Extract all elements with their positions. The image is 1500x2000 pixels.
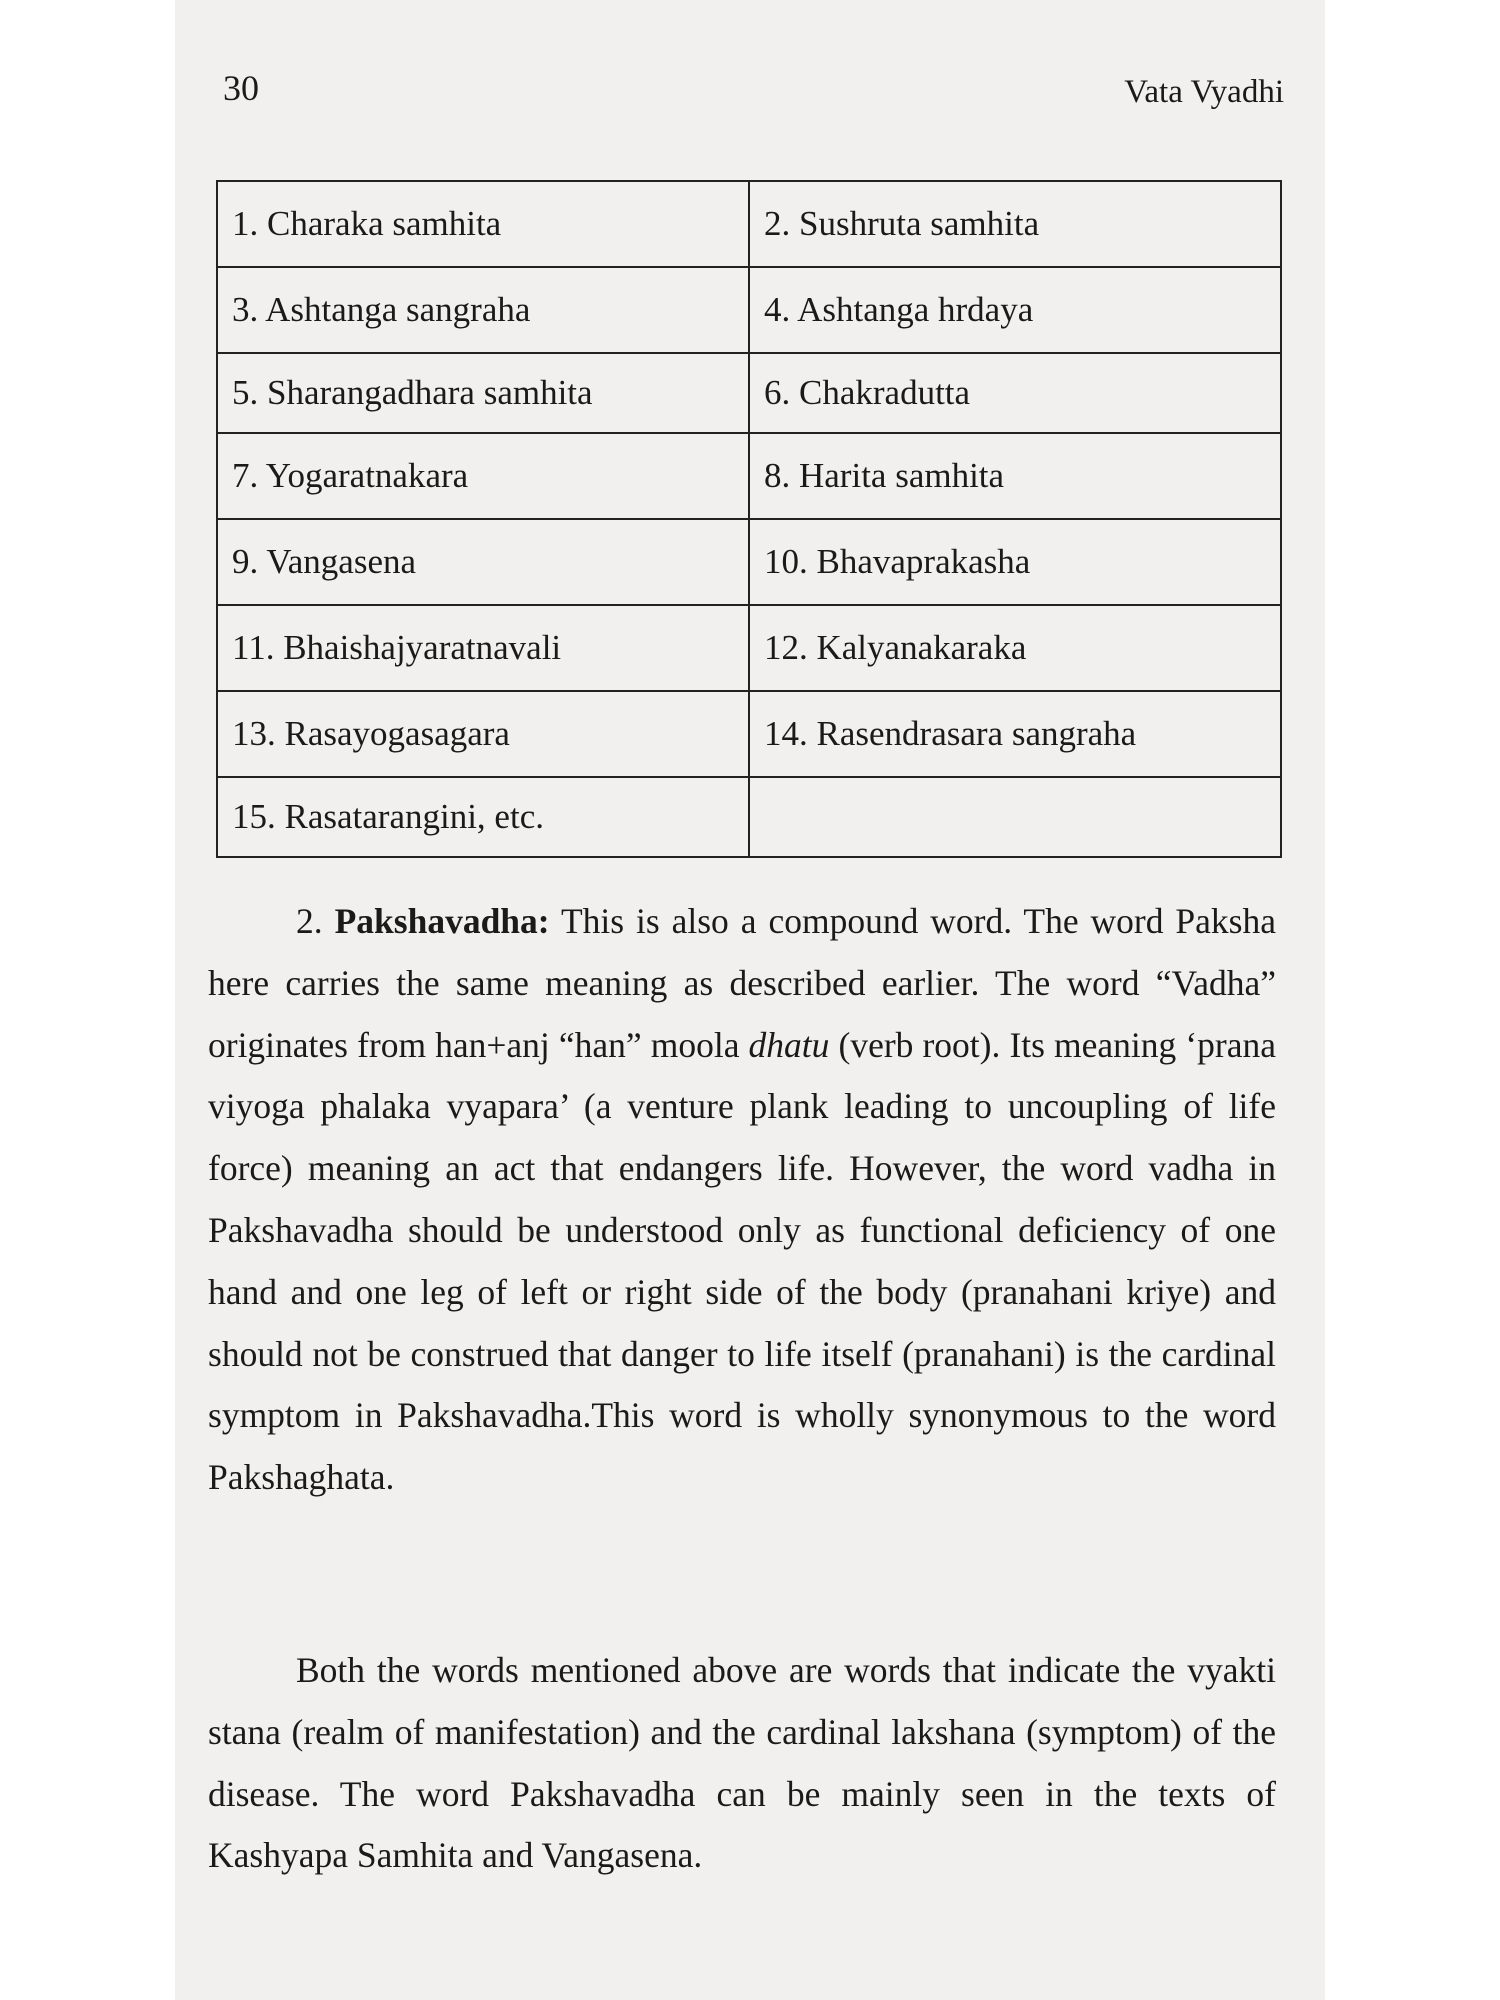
table-row xyxy=(217,519,1281,605)
classical-texts-table xyxy=(216,180,1282,858)
table-cell: 12. Kalyanakaraka xyxy=(749,605,1281,691)
table-cell: 7. Yogaratnakara xyxy=(217,433,749,519)
table-cell: 6. Chakradutta xyxy=(749,353,1281,433)
table-row xyxy=(217,433,1281,519)
running-title: Vata Vyadhi xyxy=(1124,74,1284,110)
page-number: 30 xyxy=(223,68,259,108)
table-cell: 1. Charaka samhita xyxy=(217,181,749,267)
table-row xyxy=(217,777,1281,857)
table-cell: 10. Bhavaprakasha xyxy=(749,519,1281,605)
summary-paragraph: Both the words mentioned above are words that indicate the vyakti stana (realm of manifestation) and the cardinal lakshana (symptom) of the disease. The word Pakshavadha can be mainly seen in the texts of Kashyapa Samhita and Vangasena. xyxy=(208,1650,1276,1876)
table-cell: 14. Rasendrasara sangraha xyxy=(749,691,1281,777)
table-cell: 3. Ashtanga sangraha xyxy=(217,267,749,353)
table-cell: 8. Harita samhita xyxy=(749,433,1281,519)
table-cell: 15. Rasatarangini, etc. xyxy=(217,777,749,857)
italic-term: dhatu xyxy=(748,1024,830,1065)
table-row xyxy=(217,353,1281,433)
table-cell: 4. Ashtanga hrdaya xyxy=(749,267,1281,353)
table-cell: 2. Sushruta samhita xyxy=(749,181,1281,267)
table-row xyxy=(217,267,1281,353)
table-row xyxy=(217,691,1281,777)
table-cell xyxy=(749,777,1281,857)
pakshavadha-paragraph xyxy=(208,891,1276,1509)
table-cell: 13. Rasayogasagara xyxy=(217,691,749,777)
table-cell: 5. Sharangadhara samhita xyxy=(217,353,749,433)
table-cell: 9. Vangasena xyxy=(217,519,749,605)
table-cell: 11. Bhaishajyaratnavali xyxy=(217,605,749,691)
term-heading: Pakshavadha: xyxy=(334,901,550,941)
paragraph-number: 2. xyxy=(296,901,323,941)
table-row xyxy=(217,605,1281,691)
table-row xyxy=(217,181,1281,267)
paragraph-text: This is also a compound word. The word Paksha here carries the same meaning as described earlier. The word “Vadha” originates from han+anj “han” moola xyxy=(208,901,1277,1065)
paragraph-text: (verb root). Its meaning ‘prana viyoga phalaka vyapara’ (a venture plank leading to uncoupling of life force) meaning an act that endangers life. However, the word vadha in Pakshavadha should be understood only as functional deficiency of one hand and one leg of left or right side of the body (pranahani kriye) and should not be construed that danger to life itself (pranahani) is the cardinal symptom in Pakshavadha.This word is wholly synonymous to the word Pakshaghata. xyxy=(208,1024,1276,1498)
